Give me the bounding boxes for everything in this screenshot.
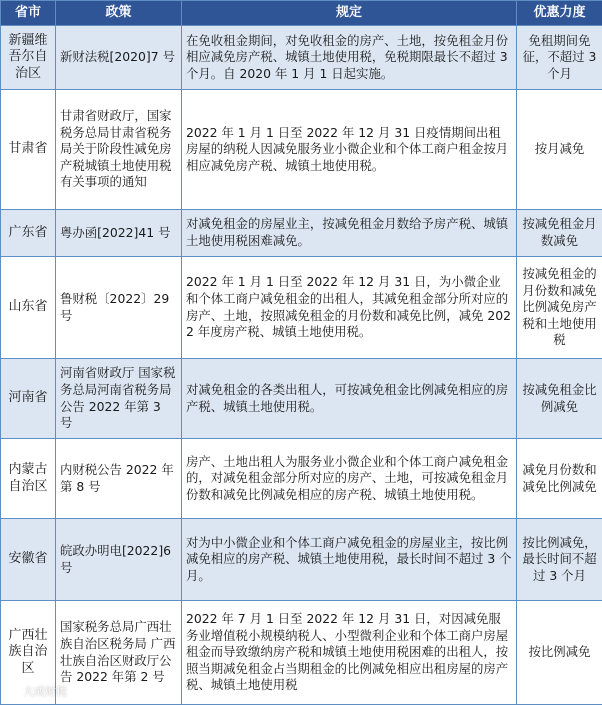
rule-cell: 2022 年 7 月 1 日至 2022 年 12 月 31 日，对因减免服务业增值税小规模纳税人、小型微利企业和个体工商户房屋租金而导致缴纳房产税和城镇土地使用税困难的出租人，按照当期减免租金占当期租金的比例减免相应出租房屋的房产税、城镇土地使用税 (182, 601, 517, 705)
table-row (1, 439, 602, 519)
province-cell: 新疆维吾尔自治区 (1, 26, 56, 90)
discount-cell: 按减免租金比例减免 (517, 359, 602, 439)
province-cell: 安徽省 (1, 519, 56, 601)
header-discount: 优惠力度 (517, 1, 602, 26)
table-row (1, 519, 602, 601)
table-row (1, 257, 602, 359)
header-rule: 规定 (182, 1, 517, 26)
discount-cell: 按比例减免 (517, 601, 602, 705)
header-policy: 政策 (56, 1, 182, 26)
table-row (1, 601, 602, 705)
province-cell: 广东省 (1, 210, 56, 257)
rule-cell: 在免收租金期间，对免收租金的房产、土地，按免租金月份相应减免房产税、城镇土地使用税，免税期限最长不超过 3 个月。自 2020 年 1 月 1 日起实施。 (182, 26, 517, 90)
policy-cell: 内财税公告 2022 年第 8 号 (56, 439, 182, 519)
rule-cell: 房产、土地出租人为服务业小微企业和个体工商户减免租金的，对减免租金部分所对应的房产、土地，可按减免租金月份数和减免比例减免相应的房产税、城镇土地使用税。 (182, 439, 517, 519)
province-cell: 河南省 (1, 359, 56, 439)
rule-cell: 对减免租金的各类出租人，可按减免租金比例减免相应的房产税、城镇土地使用税。 (182, 359, 517, 439)
policy-cell: 粤办函[2022]41 号 (56, 210, 182, 257)
rule-cell: 2022 年 1 月 1 日至 2022 年 12 月 31 日，为小微企业和个体工商户减免租金的出租人，其减免租金部分所对应的房产、土地，按照减免租金的月份数和减免比例，减免 2022 年度房产税、城镇土地使用税。 (182, 257, 517, 359)
discount-cell: 免租期间免征，不超过 3 个月 (517, 26, 602, 90)
province-cell: 内蒙古自治区 (1, 439, 56, 519)
policy-cell: 国家税务总局广西壮族自治区税务局 广西壮族自治区财政厅公告 2022 年第 2 号 (56, 601, 182, 705)
discount-cell: 减免月份数和减免比例减免 (517, 439, 602, 519)
table-row (1, 90, 602, 210)
watermark-text: 大成财税 (23, 685, 67, 698)
province-cell: 山东省 (1, 257, 56, 359)
watermark (6, 683, 67, 699)
rule-cell: 2022 年 1 月 1 日至 2022 年 12 月 31 日疫情期间出租房屋的纳税人因减免服务业小微企业和个体工商户租金按月相应减免房产税、城镇土地使用税。 (182, 90, 517, 210)
watermark-logo-icon (6, 684, 20, 698)
rule-cell: 对为中小微企业和个体工商户减免租金的房屋业主，按比例减免相应的房产税、城镇土地使用税，最长时间不超过 3 个月。 (182, 519, 517, 601)
discount-cell: 按减免租金的月份数和减免比例减免房产税和土地使用税 (517, 257, 602, 359)
table-row (1, 210, 602, 257)
table-header-row (1, 1, 602, 26)
province-cell: 广西壮族自治区 (1, 601, 56, 705)
rule-cell: 对减免租金的房屋业主，按减免租金月数给予房产税、城镇土地使用税困难减免。 (182, 210, 517, 257)
discount-cell: 按减免租金月数减免 (517, 210, 602, 257)
policy-cell: 皖政办明电[2022]6 号 (56, 519, 182, 601)
table-row (1, 26, 602, 90)
province-cell: 甘肃省 (1, 90, 56, 210)
discount-cell: 按月减免 (517, 90, 602, 210)
policy-cell: 河南省财政厅 国家税务总局河南省税务局公告 2022 年第 3 号 (56, 359, 182, 439)
table-row (1, 359, 602, 439)
discount-cell: 按比例减免，最长时间不超过 3 个月 (517, 519, 602, 601)
header-province: 省市 (1, 1, 56, 26)
policy-cell: 甘肃省财政厅，国家税务总局甘肃省税务局关于阶段性减免房产税城镇土地使用税有关事项的通知 (56, 90, 182, 210)
policy-cell: 新财法税[2020]7 号 (56, 26, 182, 90)
policy-cell: 鲁财税〔2022〕29 号 (56, 257, 182, 359)
